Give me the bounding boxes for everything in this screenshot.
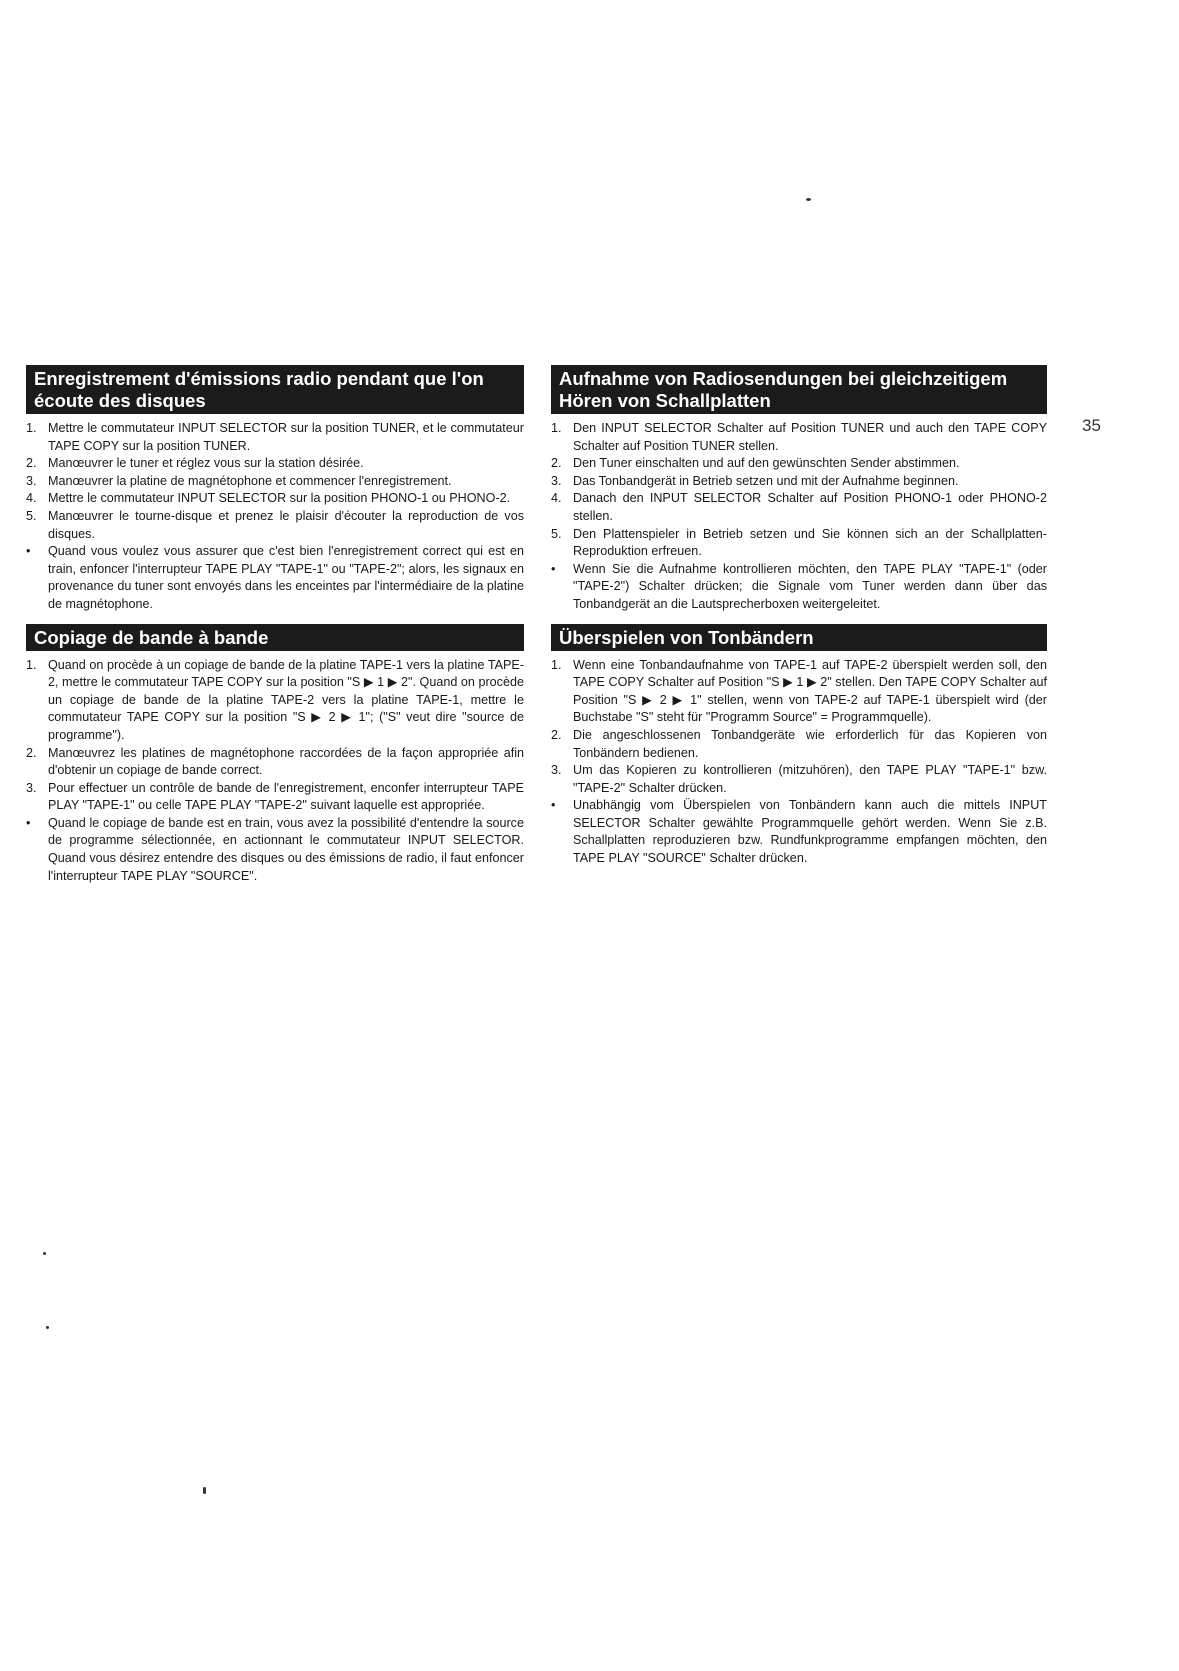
item-marker: 3. (551, 473, 562, 488)
item-marker: • (551, 798, 556, 813)
item-text: Wenn eine Tonbandaufnahme von TAPE-1 auf TAPE-2 überspielt werden soll, den TAPE COPY Schalter auf Position "S ▶ 1 ▶ 2" stellen. Den TAPE COPY Schalter auf Position "S ▶ 2 ▶ 1" stellen, wenn von TAPE-2 auf TAPE-1 überspielt wird (der Buchstabe "S" steht für "Programm Source" = Programmquelle). (573, 657, 1047, 725)
item-marker: 1. (551, 657, 562, 672)
page-number: 35 (1082, 416, 1101, 435)
scan-speck (203, 1487, 206, 1494)
scan-speck (43, 1252, 46, 1255)
german-section-2-list (551, 657, 1047, 868)
item-marker: 2. (551, 456, 562, 471)
item-marker: 1. (26, 657, 37, 672)
list-item (26, 490, 524, 508)
item-marker: 2. (26, 456, 37, 471)
list-item (551, 420, 1047, 455)
german-section-1-title: Aufnahme von Radiosendungen bei gleichzeitigem Hören von Schallplatten (551, 365, 1047, 414)
item-text: Mettre le commutateur INPUT SELECTOR sur la position PHONO-1 ou PHONO-2. (48, 491, 511, 506)
item-text: Quand le copiage de bande est en train, vous avez la possibilité d'entendre la source de programme sélectionnée, en actionnant le commutateur INPUT SELECTOR. Quand vous désirez entendre des disques ou des émissions de radio, il faut enfoncer l'interrupteur TAPE PLAY "SOURCE". (48, 815, 524, 883)
item-text: Um das Kopieren zu kontrollieren (mitzuhören), den TAPE PLAY "TAPE-1" bzw. "TAPE-2" Schalter drücken. (573, 763, 1047, 795)
item-marker: 2. (26, 745, 37, 760)
list-item (551, 797, 1047, 867)
item-text: Den Tuner einschalten und auf den gewünschten Sender abstimmen. (573, 456, 960, 471)
list-item (551, 473, 1047, 491)
item-text: Unabhängig vom Überspielen von Tonbändern kann auch die mittels INPUT SELECTOR Schalter gewählte Programmquelle gehört werden. Wenn Sie z.B. Schallplatten reproduzieren bzw. Rundfunkprogramme empfangen möchten, den TAPE PLAY "SOURCE" Schalter drücken. (573, 798, 1047, 866)
list-item (26, 745, 524, 780)
french-section-1-title: Enregistrement d'émissions radio pendant que l'on écoute des disques (26, 365, 524, 414)
list-item (551, 561, 1047, 614)
item-text: Mettre le commutateur INPUT SELECTOR sur la position TUNER, et le commutateur TAPE COPY sur la position TUNER. (48, 421, 524, 453)
list-item (551, 657, 1047, 727)
item-marker: 3. (26, 473, 37, 488)
list-item (26, 420, 524, 455)
item-marker: • (551, 561, 556, 576)
item-marker: 3. (26, 780, 37, 795)
item-marker: 5. (551, 526, 562, 541)
german-column (551, 365, 1047, 878)
list-item (551, 727, 1047, 762)
item-text: Manœuvrer la platine de magnétophone et commencer l'enregistrement. (48, 473, 452, 488)
item-text: Manœuvrer le tourne-disque et prenez le plaisir d'écouter la reproduction de vos disques. (48, 508, 524, 541)
german-section-2-title: Überspielen von Tonbändern (551, 624, 1047, 651)
french-section-1-list (26, 420, 524, 614)
list-item (551, 490, 1047, 525)
item-text: Die angeschlossenen Tonbandgeräte wie erforderlich für das Kopieren von Tonbändern bedienen. (573, 727, 1047, 760)
item-marker: 1. (551, 421, 562, 435)
item-text: Danach den INPUT SELECTOR Schalter auf Position PHONO-1 oder PHONO-2 stellen. (573, 491, 1047, 523)
item-marker: 3. (551, 763, 562, 778)
item-text: Wenn Sie die Aufnahme kontrollieren möchten, den TAPE PLAY "TAPE-1" (oder "TAPE-2") Schalter drücken; die Signale vom Tuner werden dann über das Tonbandgerät an die Lautsprecherboxen weitergeleitet. (573, 561, 1047, 611)
item-marker: 4. (551, 491, 562, 506)
item-marker: 5. (26, 508, 37, 523)
list-item (26, 455, 524, 473)
list-item (26, 657, 524, 745)
scan-speck (46, 1326, 49, 1329)
item-text: Den INPUT SELECTOR Schalter auf Position TUNER und auch den TAPE COPY Schalter auf Position TUNER stellen. (573, 421, 1047, 453)
item-text: Pour effectuer un contrôle de bande de l'enregistrement, enconfer interrupteur TAPE PLAY "TAPE-1" ou celle TAPE PLAY "TAPE-2" suivant laquelle est appropriée. (48, 780, 524, 813)
list-item (26, 473, 524, 491)
list-item (26, 780, 524, 815)
item-marker: • (26, 544, 31, 559)
item-text: Manœuvrez les platines de magnétophone raccordées de la façon appropriée afin d'obtenir un copiage de bande correct. (48, 745, 524, 778)
item-text: Quand on procède à un copiage de bande de la platine TAPE-1 vers la platine TAPE-2, mettre le commutateur TAPE COPY sur la position "S ▶ 1 ▶ 2". Quand on procède un copiage de bande de la platine TAPE-2 vers la platine TAPE-1, mettre le commutateur TAPE COPY sur la position "S ▶ 2 ▶ 1"; ("S" veut dire "source de programme"). (48, 657, 524, 742)
item-marker: 1. (26, 421, 37, 435)
list-item (26, 815, 524, 885)
item-marker: • (26, 815, 31, 830)
item-text: Manœuvrer le tuner et réglez vous sur la station désirée. (48, 456, 364, 471)
item-text: Quand vous voulez vous assurer que c'est bien l'enregistrement correct qui est en train, enfoncer l'interrupteur TAPE PLAY "TAPE-1" ou "TAPE-2"; alors, les signaux en provenance du tuner sont envoyés dans les enceintes par l'intermédiaire de la platine de magnétophone. (48, 544, 524, 611)
item-text: Das Tonbandgerät in Betrieb setzen und mit der Aufnahme beginnen. (573, 473, 959, 488)
german-section-1-list (551, 420, 1047, 614)
item-text: Den Plattenspieler in Betrieb setzen und Sie können sich an der Schallplatten-Reproduktion erfreuen. (573, 526, 1047, 559)
list-item (26, 543, 524, 613)
list-item (551, 762, 1047, 797)
item-marker: 4. (26, 491, 37, 506)
list-item (26, 508, 524, 543)
scan-speck (806, 198, 811, 201)
item-marker: 2. (551, 727, 562, 742)
french-section-2-title: Copiage de bande à bande (26, 624, 524, 651)
list-item (551, 526, 1047, 561)
french-column (26, 365, 524, 895)
list-item (551, 455, 1047, 473)
french-section-2-list (26, 657, 524, 886)
